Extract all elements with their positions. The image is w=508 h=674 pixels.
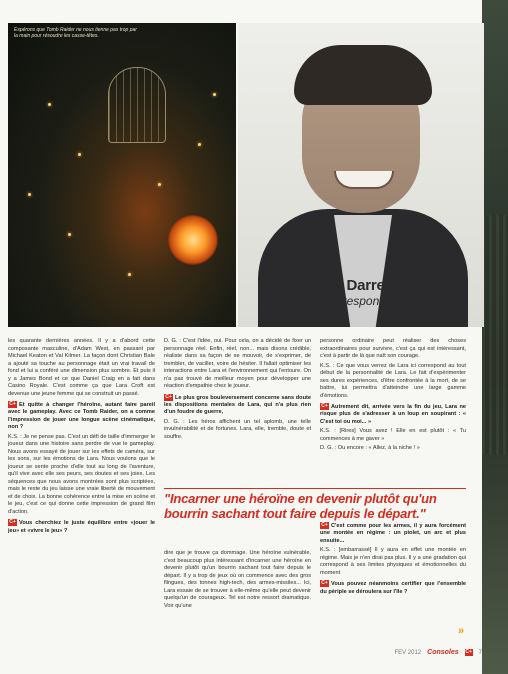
question-marker-icon: C+ — [9, 401, 16, 407]
spark-particle — [158, 183, 161, 186]
paragraph: les quarante dernières années. Il y a d'abord cette composante masculine, d'Adam West, en passant par Michael Keaton et Val Kilmer. La façon dont Christian Bale a ajouté sa touche au personnage était un vrai travail de fond et lui a conféré une dimension plus sombre. Et puis il y a James Bond et ce que Daniel Craig en a fait dans Casino Royale. C'est comme ça que Lara Croft est devenue une jeune femme qui se construit un passé. — [8, 338, 155, 397]
edge-texture — [482, 215, 508, 455]
interview-question — [320, 580, 466, 596]
spark-particle — [128, 273, 131, 276]
text-column-3 — [320, 338, 466, 595]
question-text: Et quitte à changer l'héroïne, autant faire pareil avec le gameplay. Avec ce Tomb Raider, on a comme l'impression de jouer une longue scène cinématique, non ? — [8, 401, 155, 431]
paragraph: personne ordinaire peut réaliser des choses extraordinaires pour survivre, c'est ça qui est intéressant, c'est à partir de là que naît son courage. — [320, 338, 466, 359]
question-text: Vous cherchiez le juste équilibre entre «jouer le jeu» et «vivre le jeu» ? — [8, 520, 155, 534]
question-marker-icon: C+ — [321, 522, 328, 528]
pull-quote — [164, 491, 466, 521]
text-column-2 — [164, 338, 311, 609]
person-role: responsable du studio — [342, 294, 460, 308]
question-text: Vous pouvez néanmoins certifier que l'ensemble du périple se déroulera sur l'île ? — [320, 581, 466, 595]
pull-quote-text: "Incarner une héroïne en devenir plutôt qu'un bourrin sachant tout faire depuis le départ." — [164, 491, 437, 521]
spark-particle — [28, 193, 31, 196]
magazine-logo-icon: C+ — [465, 649, 472, 655]
text-column-1 — [8, 338, 155, 537]
photo-caption: Espérons que Tomb Raider ne nous tienne pas trop par la main pour résoudre les casse-têtes. — [14, 27, 137, 39]
page-number: 7 — [478, 649, 482, 656]
page-footer — [394, 649, 482, 656]
column-2-lower — [164, 550, 311, 612]
paragraph: D. G. : Les héros affichent un tel aplomb, une telle invulnérabilité et de fortunes. Lara, elle, tremble, doute et souffre. — [164, 418, 311, 440]
paragraph: D. G. : C'est l'idée, oui. Pour cela, on a décidé de fixer un personnage réel. Enfin, réel, non... mais disons crédible, réaliste dans sa façon de se mouvoir, de s'exprimer, de trembler, de vaciller, voire de hésiter. Il fallait optimiser les interactions entre Lara et l'environnement qui l'entoure. On n'a pas trouvé de meilleur moyen pour développer une réaction d'empathie chez le joueur. — [164, 338, 311, 389]
continue-arrows-icon: » — [458, 625, 465, 637]
paragraph: K.S. : Ce que vous verrez de Lara ici correspond au tout début de la personnalité de Lara. Le fait d'expérimenter ses dures expériences, d'être confrontée à la mort, de se battre, lui permettra d'atteindre une large gamme d'émotions. — [320, 362, 466, 399]
interview-question — [320, 522, 466, 545]
paragraph: K.S. : Je ne pense pas. C'est un défi de taille d'immerger le joueur dans une histoire sans perdre de vue le gameplay. Nous avons essayé de jouer sur les effets de caméra, sur les sons, sur les émotions de Lara. Nous voulons que le joueur se sente proche d'elle tout au long de l'aventure, qu'il vive avec elle ses peurs, ses doutes et ses joies. Les séquences que nous avons montrées sont plus scriptées, mais le reste du jeu laisse une vraie liberté de mouvement et de choix. La bonne cohérence entre la mise en scène et le jeu, c'est ce qui donne cette impression de grand film d'action. — [8, 433, 155, 515]
paragraph: D. G. : Ou encore : « Allez, à la niche ! » — [320, 445, 420, 452]
question-marker-icon: C+ — [321, 580, 328, 587]
adjacent-page-edge — [482, 0, 508, 674]
question-marker-icon: C+ — [9, 519, 16, 526]
hair — [294, 45, 432, 105]
pull-quote-rule — [164, 488, 466, 489]
game-screenshot — [8, 23, 236, 327]
question-text: Autrement dit, arrivée vers la fin du jeu, Lara ne risque plus de s'adresser à un loup en soupirant : « C'est toi ou moi... » — [320, 403, 466, 425]
name-plate — [343, 277, 460, 308]
question-marker-icon: C+ — [321, 403, 328, 409]
paragraph: K.S. : [Rires] Vous avez ! Elle en est plutôt : « Tu commences à me gaver » — [320, 428, 466, 442]
question-marker-icon: C+ — [165, 393, 172, 400]
question-text: C'est comme pour les armes, il y aura forcément une montée en régime : un piolet, un arc et plus ensuite... — [320, 522, 466, 544]
column-3-lower — [320, 519, 466, 598]
spark-particle — [68, 233, 71, 236]
interview-question — [8, 401, 155, 432]
portrait-photo — [238, 23, 484, 327]
hanging-cage — [108, 67, 166, 143]
fire-flame-icon — [168, 215, 218, 265]
issue-date: FEV 2012 — [394, 649, 422, 656]
spark-particle — [213, 93, 216, 96]
spark-particle — [78, 153, 81, 156]
person-name: Darrel Gallagher — [346, 277, 460, 294]
paragraph: K.S. : [embarrassé] Il y aura en effet une montée en régime. Mais je n'en dirai pas plus. Il y a une gradation qui correspond à ses limites physiques et émotionnelles du moment — [320, 547, 466, 576]
spark-particle — [48, 103, 51, 106]
paragraph: dire que je trouve ça dommage. Une héroïne vulnérable, c'est beaucoup plus intéressant d'incarner une héroïne en devenir plutôt qu'un bourrin sachant tout faire depuis le départ. Il y a trop de jeux où on commence avec des gros flingues, des tonnes high-tech, des armes-missiles... Ici, Lara essaie de se trouver à elle-même qu'elle peut devenir quelqu'un de courageux. Tel est notre ressort dramatique. Voir qu'une — [164, 550, 311, 609]
question-text: Le plus gros bouleversement concerne sans doute les dispositions mentales de Lara, qui n'a plus rien d'un foudre de guerre, — [164, 394, 311, 416]
magazine-brand: Consoles — [427, 649, 459, 656]
interview-question — [8, 519, 155, 535]
interview-question — [164, 394, 311, 417]
smile — [334, 171, 394, 189]
spark-particle — [198, 143, 201, 146]
interview-question — [320, 403, 466, 426]
